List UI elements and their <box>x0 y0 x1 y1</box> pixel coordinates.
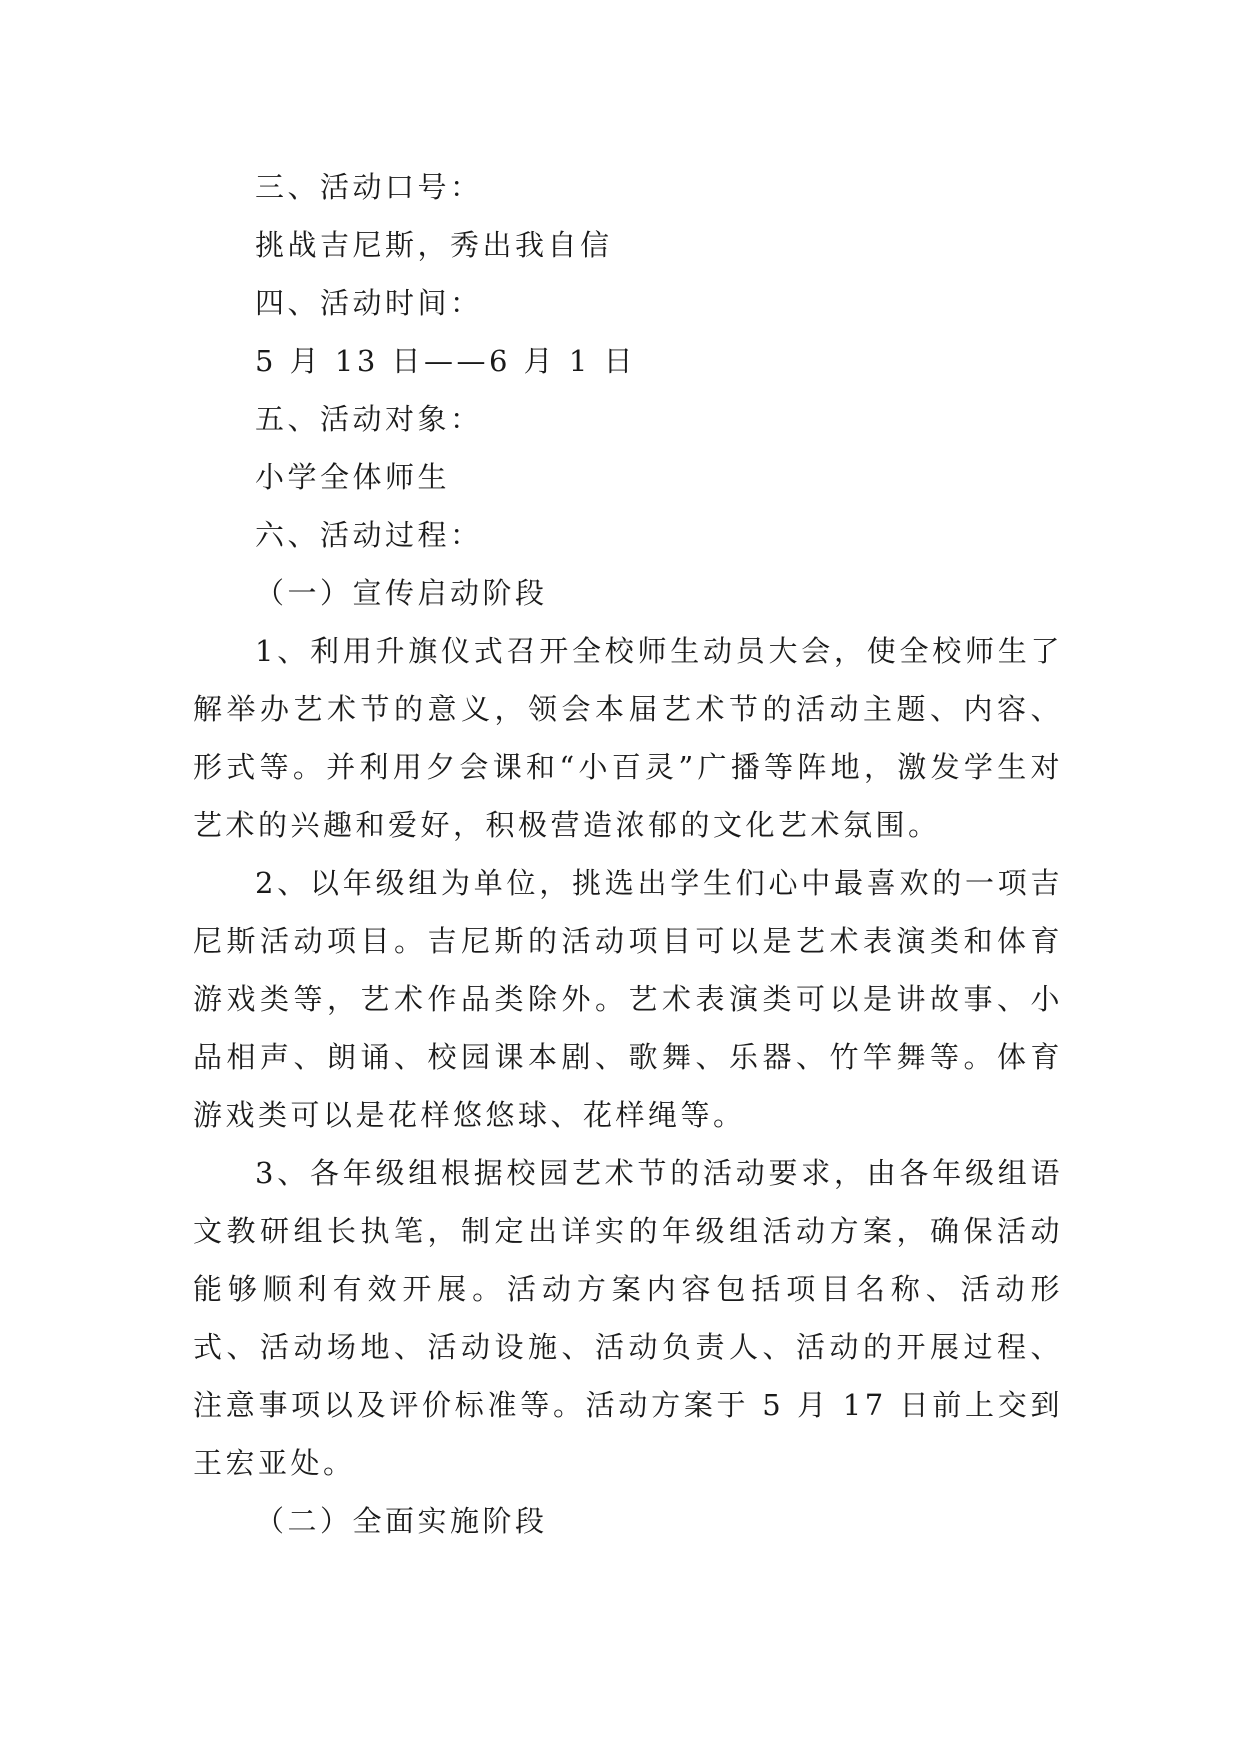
paragraph-3: 3、各年级组根据校园艺术节的活动要求，由各年级组语文教研组长执笔，制定出详实的年级组活动方案，确保活动能够顺利有效开展。活动方案内容包括项目名称、活动形式、活动场地、活动设施、活动负责人、活动的开展过程、注意事项以及评价标准等。活动方案于 5 月 17 日前上交到王宏亚处。 <box>193 1156 1063 1480</box>
phase-1-heading: （一）宣传启动阶段 <box>255 576 548 610</box>
paragraph-2: 2、以年级组为单位，挑选出学生们心中最喜欢的一项吉尼斯活动项目。吉尼斯的活动项目可以是艺术表演类和体育游戏类等，艺术作品类除外。艺术表演类可以是讲故事、小品相声、朗诵、校园课本剧、歌舞、乐器、竹竿舞等。体育游戏类可以是花样悠悠球、花样绳等。 <box>193 866 1063 1132</box>
slogan-text: 挑战吉尼斯，秀出我自信 <box>255 228 613 262</box>
time-text: 5 月 13 日——6 月 1 日 <box>255 344 637 378</box>
heading-target: 五、活动对象： <box>255 402 483 436</box>
document-body <box>193 158 1063 1550</box>
heading-time: 四、活动时间： <box>255 286 483 320</box>
phase-2-heading: （二）全面实施阶段 <box>255 1504 548 1538</box>
heading-process: 六、活动过程： <box>255 518 483 552</box>
heading-slogan: 三、活动口号： <box>255 170 483 204</box>
paragraph-1: 1、利用升旗仪式召开全校师生动员大会，使全校师生了解举办艺术节的意义，领会本届艺术节的活动主题、内容、形式等。并利用夕会课和“小百灵”广播等阵地，激发学生对艺术的兴趣和爱好，积极营造浓郁的文化艺术氛围。 <box>193 634 1063 842</box>
target-text: 小学全体师生 <box>255 460 451 494</box>
